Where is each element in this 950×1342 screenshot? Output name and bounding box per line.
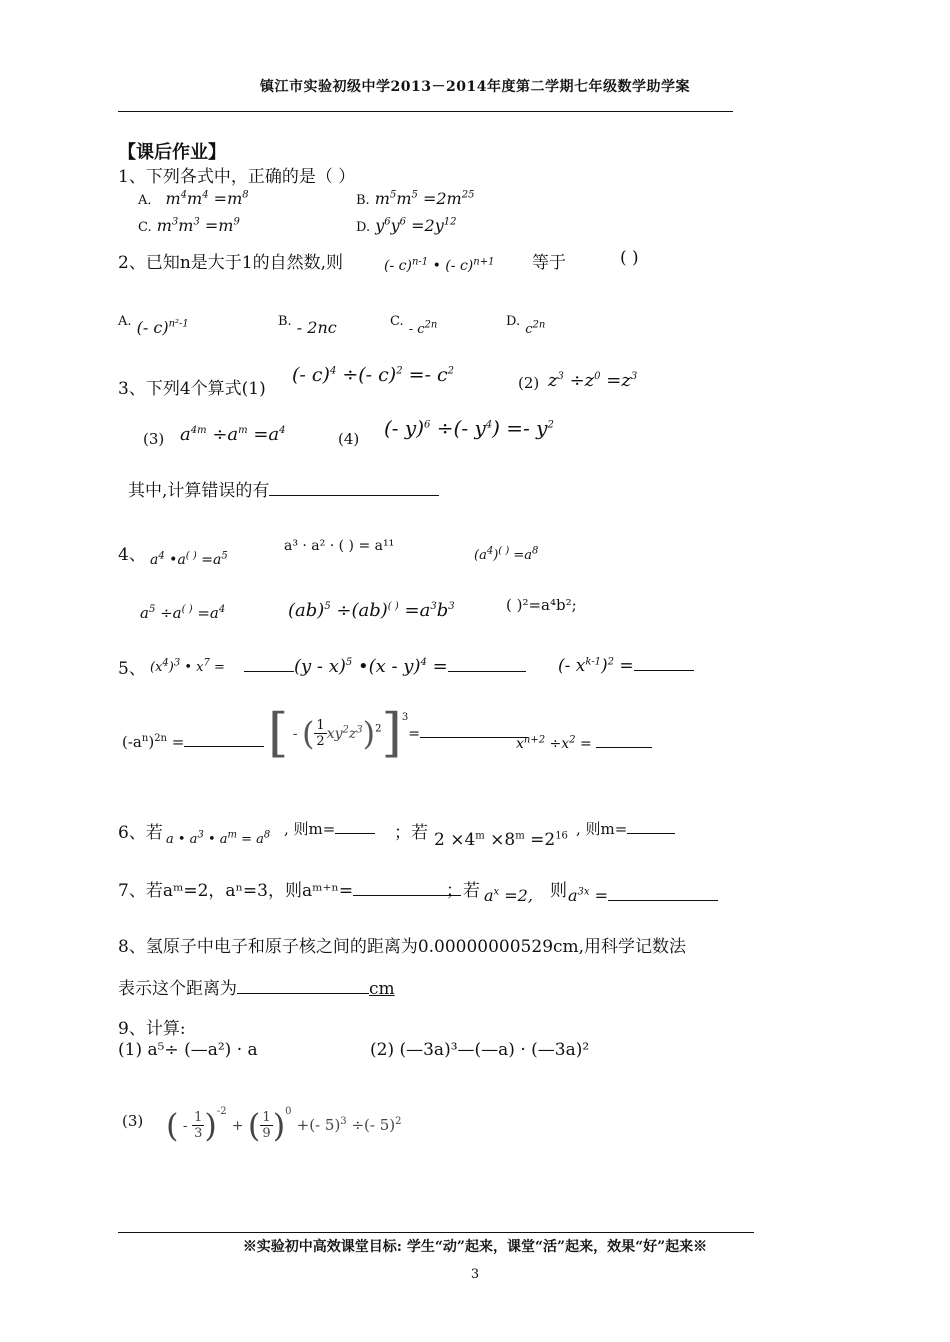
q8-line-1: 8、氢原子中电子和原子核之间的距离为0.00000000529cm,用科学记数法 bbox=[118, 937, 687, 957]
q4-item-3: $(a^4)^{( )} =a^8$ bbox=[474, 545, 539, 563]
q9-part-2: (2) (—3a)³—(—a) · (—3a)² bbox=[370, 1040, 590, 1060]
section-title: 【课后作业】 bbox=[118, 142, 226, 163]
q5-item-5: [ - ( $\frac{1}{2}$ $xy^2z^3)^2]^3=$ bbox=[268, 718, 528, 749]
q6-then-1: , 则m= bbox=[284, 818, 375, 839]
q7-semi: ；若 bbox=[446, 881, 480, 901]
q5-item-3: (- $x^{k-1})^2$ = bbox=[558, 656, 694, 676]
q6-formula-1: a • $a^3$ • $a^m = a^8$ bbox=[166, 829, 271, 847]
q2-option-d: D. $_{c^{2n}}$ bbox=[506, 314, 546, 337]
q3-ask: 其中,计算错误的有 bbox=[128, 476, 439, 501]
q2-option-b: B. - 2nc bbox=[278, 314, 337, 337]
q1-option-b: B. $m^5m^5 =2m^{25}$ bbox=[356, 189, 475, 208]
q7-formula-1: $a^x =2$, bbox=[484, 886, 533, 905]
q9-part-1: (1) a⁵÷ (—a²) · a bbox=[118, 1040, 258, 1060]
q3-label-2: (2) bbox=[518, 374, 540, 392]
q2-option-a: A. (- c)$^{n^2-1}$ bbox=[118, 314, 189, 337]
q5-item-6: $x^{n+2} \div x^2$ = bbox=[516, 736, 652, 752]
q6-formula-2: $2 \times 4^m \times 8^m =2^{16}$ bbox=[434, 830, 568, 850]
q6-stem: 6、若 bbox=[118, 823, 163, 843]
q5-item-2: (y - x)$^5$ •(x - y)$^4$ = bbox=[244, 656, 526, 677]
q4-item-1: $a^4$ •a( ) $=a^5$ bbox=[150, 550, 228, 568]
q3-label-3: (3) bbox=[143, 430, 165, 448]
q1-stem: 1、下列各式中，正确的是（ ） bbox=[118, 167, 356, 187]
q3-formula-4: (- y)$^6$ ÷(- $y^4) =- y^2$ bbox=[384, 416, 554, 440]
q7-stem: 7、若aᵐ=2，aⁿ=3，则aᵐ⁺ⁿ= bbox=[118, 876, 461, 901]
q5-item-4: $(-a^n)^{2n}$ = bbox=[122, 732, 264, 751]
q1-option-a: A． $m^4m^4 =m^8$ bbox=[138, 189, 249, 208]
q1-option-c: C. $m^3m^3 =m^9$ bbox=[138, 216, 240, 235]
q4-item-6: ( )²=a⁴b²; bbox=[506, 596, 577, 614]
q2-stem: 2、已知n是大于1的自然数,则 bbox=[118, 253, 343, 273]
q5-item-1: $(x^4)^3$ • $x^7$ = bbox=[150, 657, 225, 675]
q3-answer-blank[interactable] bbox=[269, 494, 439, 496]
q7-then: 则 bbox=[550, 881, 567, 901]
q2-expression: (- c)$^{n-1}$ • (- c)$^{n+1}$ bbox=[384, 256, 495, 274]
q8-line-2: 表示这个距离为 cm bbox=[118, 979, 395, 999]
q7-formula-2: $a^{3x}$ = bbox=[568, 886, 718, 905]
q3-label-4: (4) bbox=[338, 430, 360, 448]
q4-label: 4、 bbox=[118, 545, 146, 565]
page-header: 镇江市实验初级中学2013－2014年度第二学期七年级数学助学案 bbox=[260, 79, 690, 95]
q2-answer-paren: ( ) bbox=[620, 248, 639, 268]
q4-item-2: a³ · a² · ( ) = a¹¹ bbox=[284, 538, 395, 554]
q2-tail: 等于 bbox=[532, 253, 566, 273]
q1-option-d: D. $y^6y^6 =2y^{12}$ bbox=[356, 216, 457, 235]
header-rule bbox=[118, 111, 733, 112]
q9-part-3-expression: ( - $\frac{1}{3}$ )$^{-2}$ + ( $\frac{1}{9}$ )$^0$ +(- 5)$^3$ ÷(- 5)$^2$ bbox=[166, 1105, 402, 1145]
q9-stem: 9、计算: bbox=[118, 1019, 186, 1039]
q4-item-5: $(ab)^5 \div(ab)^{( )} =a^3b^3$ bbox=[288, 600, 455, 621]
q5-label: 5、 bbox=[118, 659, 146, 679]
q4-item-4: $a^5 \div a^{( )} =a^4$ bbox=[140, 604, 226, 622]
q9-part-3-label: (3) bbox=[122, 1112, 144, 1130]
page-number: 3 bbox=[470, 1267, 480, 1282]
q6-then-2: , 则m= bbox=[576, 818, 675, 839]
q3-formula-1: (- c)$^4$ ÷(- $c)^2 =- c^2$ bbox=[292, 364, 455, 386]
footer-rule bbox=[118, 1232, 754, 1233]
q3-formula-2: $z^3 \div z^0 =z^3$ bbox=[548, 370, 638, 391]
q3-formula-3: $a^{4m} \div a^m =a^4$ bbox=[180, 424, 286, 445]
page-footer: ※实验初中高效课堂目标: 学生“动”起来，课堂“活”起来，效果“好”起来※ bbox=[242, 1239, 708, 1255]
q6-semi: ；若 bbox=[394, 823, 428, 843]
q3-stem: 3、下列4个算式(1) bbox=[118, 379, 266, 399]
q2-option-c: C. $_{- c^{2n}}$ bbox=[390, 314, 438, 337]
